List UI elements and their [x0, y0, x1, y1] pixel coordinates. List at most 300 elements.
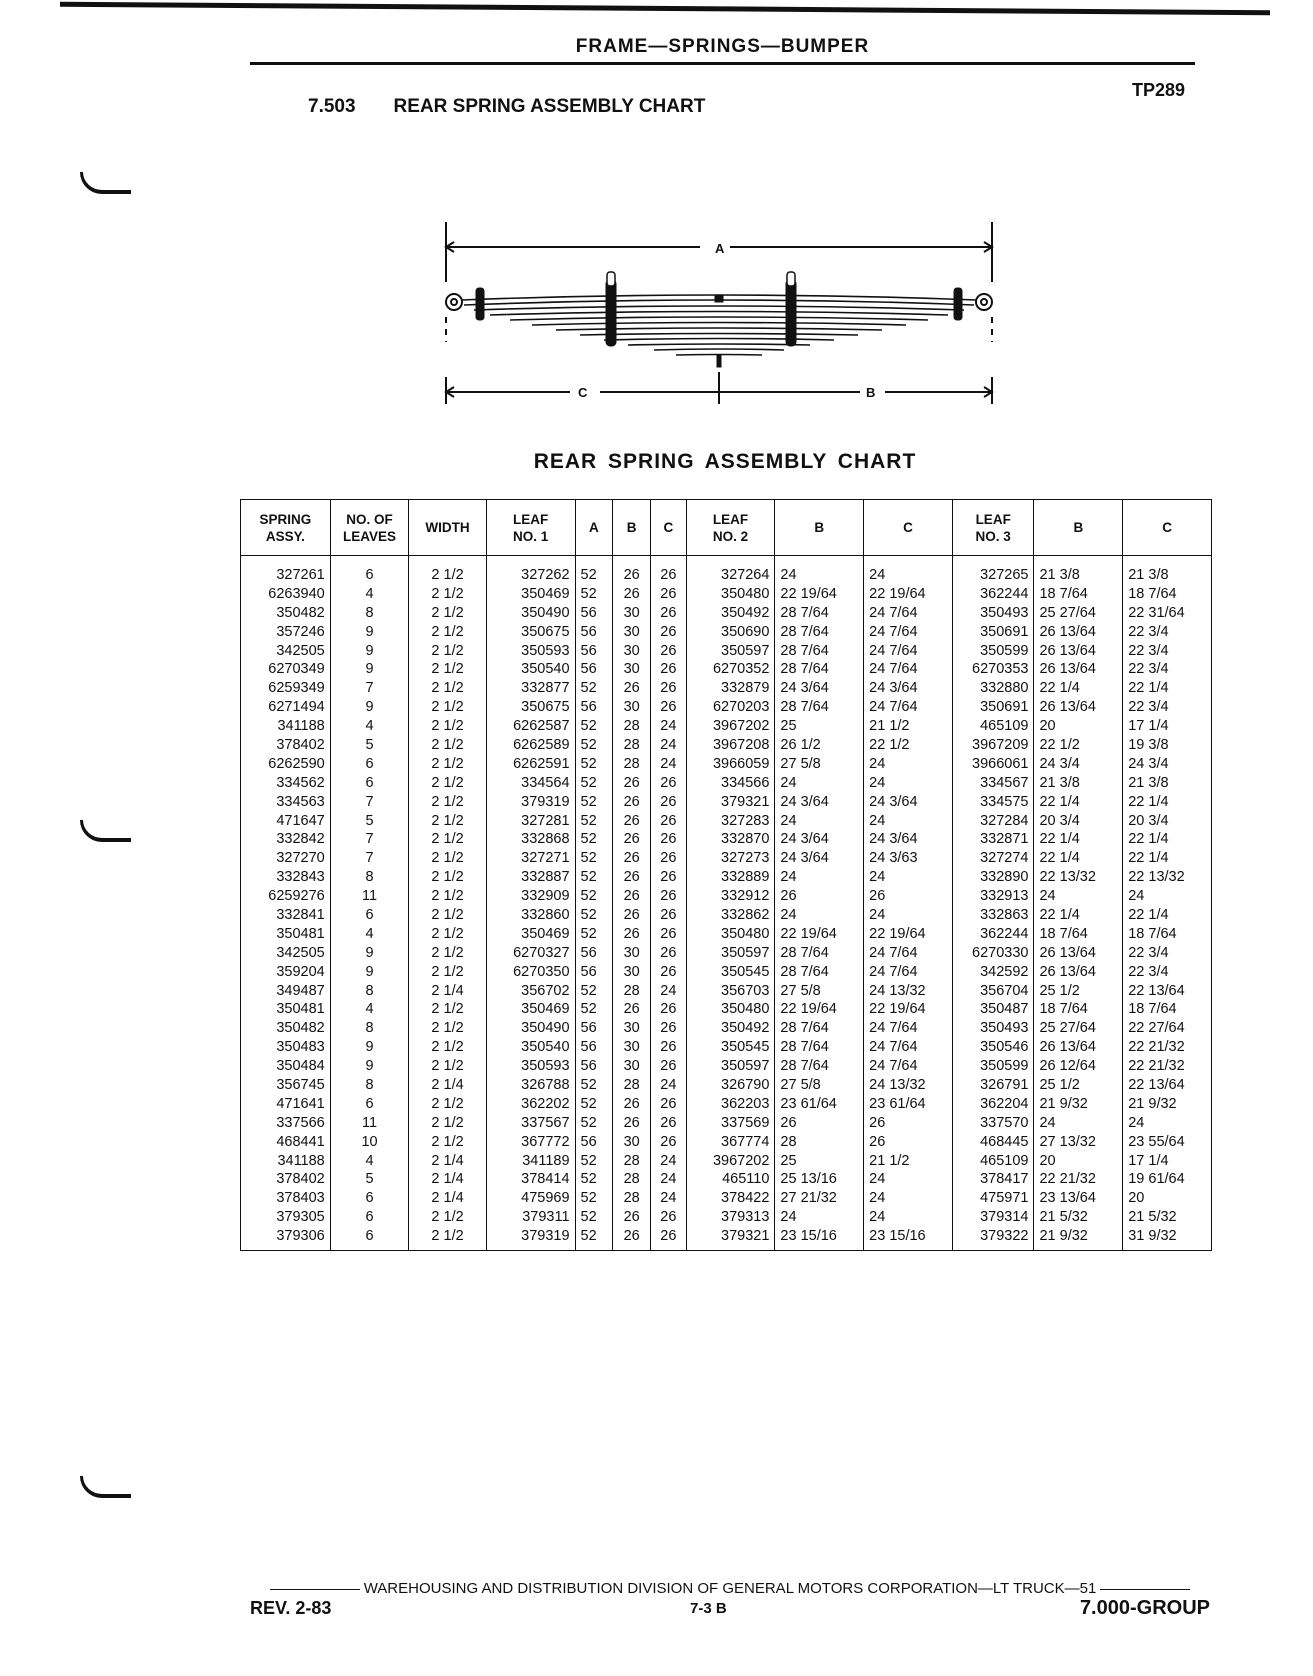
table-cell: 26	[651, 1019, 687, 1038]
chart-title: REAR SPRING ASSEMBLY CHART	[533, 450, 917, 473]
table-cell: 6270349	[241, 660, 331, 679]
table-cell: 26	[651, 1114, 687, 1133]
table-cell: 30	[613, 604, 651, 623]
table-cell: 326790	[686, 1076, 775, 1095]
table-cell: 2 1/2	[409, 556, 487, 585]
table-cell: 26	[651, 604, 687, 623]
table-cell: 21 9/32	[1123, 1095, 1212, 1114]
table-cell: 350469	[486, 1000, 575, 1019]
table-cell: 2 1/4	[409, 982, 487, 1001]
table-cell: 6	[330, 774, 409, 793]
table-cell: 22 13/32	[1123, 868, 1212, 887]
table-cell: 350545	[686, 963, 775, 982]
table-cell: 2 1/2	[409, 944, 487, 963]
table-cell: 3967209	[952, 736, 1034, 755]
table-cell: 52	[575, 774, 613, 793]
table-cell: 350593	[486, 642, 575, 661]
table-cell: 52	[575, 830, 613, 849]
table-cell: 327262	[486, 556, 575, 585]
column-header: C	[651, 500, 687, 556]
table-cell: 24	[1123, 1114, 1212, 1133]
section-number: 7.503	[308, 96, 356, 117]
table-cell: 378402	[241, 736, 331, 755]
table-cell: 2 1/2	[409, 642, 487, 661]
table-cell: 26	[613, 1227, 651, 1250]
table-row	[241, 944, 1212, 963]
table-cell: 27 5/8	[775, 982, 864, 1001]
table-cell: 24	[1034, 887, 1123, 906]
table-cell: 8	[330, 982, 409, 1001]
table-cell: 23 15/16	[864, 1227, 953, 1250]
table-cell: 52	[575, 849, 613, 868]
table-row	[241, 736, 1212, 755]
table-cell: 22 1/4	[1034, 793, 1123, 812]
table-cell: 52	[575, 906, 613, 925]
table-cell: 52	[575, 887, 613, 906]
table-cell: 379306	[241, 1227, 331, 1250]
table-cell: 25 1/2	[1034, 982, 1123, 1001]
table-cell: 334564	[486, 774, 575, 793]
table-cell: 23 13/64	[1034, 1189, 1123, 1208]
table-cell: 24	[864, 774, 953, 793]
section-heading	[308, 96, 705, 118]
table-cell: 26	[613, 849, 651, 868]
table-cell: 334566	[686, 774, 775, 793]
table-cell: 471641	[241, 1095, 331, 1114]
table-cell: 26	[651, 1208, 687, 1227]
table-cell: 23 15/16	[775, 1227, 864, 1250]
table-cell: 26	[864, 1114, 953, 1133]
table-cell: 26	[613, 887, 651, 906]
table-cell: 24	[864, 868, 953, 887]
table-cell: 24	[775, 812, 864, 831]
table-cell: 475969	[486, 1189, 575, 1208]
table-cell: 26	[651, 944, 687, 963]
table-cell: 21 3/8	[1123, 556, 1212, 585]
table-cell: 22 1/2	[1034, 736, 1123, 755]
table-cell: 2 1/2	[409, 755, 487, 774]
table-cell: 350599	[952, 1057, 1034, 1076]
table-cell: 378414	[486, 1171, 575, 1190]
table-cell: 26	[613, 906, 651, 925]
table-cell: 24 3/64	[775, 849, 864, 868]
table-cell: 24	[775, 868, 864, 887]
column-header: C	[1123, 500, 1212, 556]
table-cell: 356702	[486, 982, 575, 1001]
table-cell: 9	[330, 660, 409, 679]
table-cell: 30	[613, 963, 651, 982]
column-header: LEAF NO. 3	[952, 500, 1034, 556]
table-cell: 9	[330, 623, 409, 642]
table-cell: 465109	[952, 717, 1034, 736]
table-cell: 20	[1034, 1152, 1123, 1171]
table-cell: 332870	[686, 830, 775, 849]
table-cell: 2 1/2	[409, 830, 487, 849]
table-cell: 379319	[486, 1227, 575, 1250]
table-cell: 8	[330, 1076, 409, 1095]
table-cell: 30	[613, 1019, 651, 1038]
table-cell: 27 21/32	[775, 1189, 864, 1208]
table-cell: 349487	[241, 982, 331, 1001]
table-cell: 27 5/8	[775, 755, 864, 774]
table-cell: 52	[575, 925, 613, 944]
table-cell: 19 3/8	[1123, 736, 1212, 755]
table-cell: 332841	[241, 906, 331, 925]
table-cell: 327265	[952, 556, 1034, 585]
table-cell: 28 7/64	[775, 623, 864, 642]
table-cell: 4	[330, 585, 409, 604]
table-cell: 24 7/64	[864, 1019, 953, 1038]
table-cell: 28	[613, 717, 651, 736]
table-cell: 26 13/64	[1034, 623, 1123, 642]
table-cell: 22 1/4	[1034, 830, 1123, 849]
table-cell: 22 1/4	[1123, 906, 1212, 925]
table-cell: 471647	[241, 812, 331, 831]
table-cell: 350691	[952, 623, 1034, 642]
table-cell: 28	[613, 982, 651, 1001]
table-cell: 9	[330, 1057, 409, 1076]
table-cell: 367772	[486, 1133, 575, 1152]
table-cell: 18 7/64	[1034, 925, 1123, 944]
table-row	[241, 642, 1212, 661]
table-cell: 22 3/4	[1123, 944, 1212, 963]
table-cell: 25	[775, 1152, 864, 1171]
table-row	[241, 1152, 1212, 1171]
table-cell: 52	[575, 1000, 613, 1019]
table-cell: 350483	[241, 1038, 331, 1057]
table-cell: 350469	[486, 585, 575, 604]
table-cell: 6	[330, 1189, 409, 1208]
table-cell: 24 7/64	[864, 660, 953, 679]
table-cell: 350599	[952, 642, 1034, 661]
table-cell: 9	[330, 642, 409, 661]
table-row	[241, 1095, 1212, 1114]
table-cell: 26 13/64	[1034, 1038, 1123, 1057]
table-cell: 21 9/32	[1034, 1095, 1123, 1114]
table-cell: 6	[330, 1208, 409, 1227]
table-cell: 2 1/4	[409, 1152, 487, 1171]
table-cell: 20	[1034, 717, 1123, 736]
table-cell: 28 7/64	[775, 1057, 864, 1076]
table-cell: 28 7/64	[775, 604, 864, 623]
table-cell: 2 1/2	[409, 585, 487, 604]
table-cell: 25 27/64	[1034, 1019, 1123, 1038]
table-cell: 350593	[486, 1057, 575, 1076]
table-cell: 4	[330, 1152, 409, 1171]
table-cell: 378402	[241, 1171, 331, 1190]
table-cell: 22 3/4	[1123, 698, 1212, 717]
table-cell: 26	[651, 906, 687, 925]
table-cell: 26	[613, 1095, 651, 1114]
table-cell: 5	[330, 812, 409, 831]
column-header: B	[775, 500, 864, 556]
dimension-a-label: A	[715, 241, 725, 256]
table-cell: 30	[613, 1038, 651, 1057]
table-cell: 26	[651, 963, 687, 982]
table-cell: 23 55/64	[1123, 1133, 1212, 1152]
table-cell: 350482	[241, 604, 331, 623]
table-cell: 26	[651, 1133, 687, 1152]
table-cell: 350691	[952, 698, 1034, 717]
table-cell: 28 7/64	[775, 944, 864, 963]
table-cell: 350493	[952, 604, 1034, 623]
table-cell: 24 3/64	[775, 830, 864, 849]
table-cell: 22 19/64	[864, 1000, 953, 1019]
table-cell: 26	[651, 1057, 687, 1076]
table-cell: 26	[775, 887, 864, 906]
table-cell: 26	[613, 793, 651, 812]
column-header: B	[1034, 500, 1123, 556]
table-cell: 20 3/4	[1123, 812, 1212, 831]
table-cell: 56	[575, 1133, 613, 1152]
table-cell: 337570	[952, 1114, 1034, 1133]
table-cell: 7	[330, 830, 409, 849]
table-cell: 24	[775, 556, 864, 585]
table-cell: 56	[575, 1057, 613, 1076]
page-header-title: FRAME—SPRINGS—BUMPER	[575, 36, 870, 57]
table-cell: 6259276	[241, 887, 331, 906]
column-header: LEAF NO. 1	[486, 500, 575, 556]
table-cell: 22 21/32	[1123, 1038, 1212, 1057]
table-cell: 327261	[241, 556, 331, 585]
column-header: LEAF NO. 2	[686, 500, 775, 556]
table-cell: 3966059	[686, 755, 775, 774]
table-cell: 28	[613, 755, 651, 774]
table-cell: 52	[575, 982, 613, 1001]
table-cell: 7	[330, 679, 409, 698]
table-cell: 22 19/64	[775, 585, 864, 604]
footer-division-line	[250, 1580, 1210, 1597]
table-cell: 6270330	[952, 944, 1034, 963]
group-number: 7.000-GROUP	[1079, 1597, 1210, 1619]
table-cell: 22 1/4	[1034, 849, 1123, 868]
table-cell: 52	[575, 1208, 613, 1227]
table-cell: 326791	[952, 1076, 1034, 1095]
table-row	[241, 925, 1212, 944]
table-cell: 2 1/2	[409, 774, 487, 793]
table-cell: 26 13/64	[1034, 698, 1123, 717]
table-cell: 26	[613, 585, 651, 604]
table-cell: 24 7/64	[864, 1057, 953, 1076]
table-cell: 26	[651, 1038, 687, 1057]
table-cell: 26	[651, 774, 687, 793]
table-cell: 24 3/63	[864, 849, 953, 868]
table-cell: 26	[651, 698, 687, 717]
table-cell: 2 1/2	[409, 1227, 487, 1250]
table-cell: 17 1/4	[1123, 1152, 1212, 1171]
table-cell: 327281	[486, 812, 575, 831]
table-cell: 52	[575, 755, 613, 774]
table-cell: 24 3/4	[1034, 755, 1123, 774]
table-cell: 30	[613, 623, 651, 642]
table-cell: 350482	[241, 1019, 331, 1038]
table-cell: 24 7/64	[864, 604, 953, 623]
table-cell: 56	[575, 963, 613, 982]
column-header: C	[864, 500, 953, 556]
table-cell: 22 13/64	[1123, 1076, 1212, 1095]
table-cell: 367774	[686, 1133, 775, 1152]
table-cell: 2 1/4	[409, 1189, 487, 1208]
table-cell: 327271	[486, 849, 575, 868]
table-cell: 332877	[486, 679, 575, 698]
table-cell: 18 7/64	[1123, 1000, 1212, 1019]
table-cell: 2 1/2	[409, 623, 487, 642]
table-cell: 379314	[952, 1208, 1034, 1227]
table-cell: 362203	[686, 1095, 775, 1114]
table-cell: 334575	[952, 793, 1034, 812]
table-row	[241, 1000, 1212, 1019]
table-cell: 350481	[241, 925, 331, 944]
table-cell: 18 7/64	[1034, 585, 1123, 604]
table-cell: 27 13/32	[1034, 1133, 1123, 1152]
table-cell: 56	[575, 660, 613, 679]
table-cell: 30	[613, 642, 651, 661]
table-cell: 379311	[486, 1208, 575, 1227]
table-cell: 334563	[241, 793, 331, 812]
table-cell: 25 27/64	[1034, 604, 1123, 623]
table-cell: 24 3/64	[864, 830, 953, 849]
table-cell: 28 7/64	[775, 642, 864, 661]
table-row	[241, 1114, 1212, 1133]
table-cell: 378417	[952, 1171, 1034, 1190]
table-cell: 26	[651, 793, 687, 812]
table-cell: 332887	[486, 868, 575, 887]
table-cell: 332909	[486, 887, 575, 906]
table-cell: 350597	[686, 1057, 775, 1076]
table-cell: 350545	[686, 1038, 775, 1057]
table-cell: 26	[651, 1000, 687, 1019]
rear-spring-assembly-table	[240, 499, 1212, 1251]
table-cell: 52	[575, 1076, 613, 1095]
table-cell: 350675	[486, 698, 575, 717]
table-cell: 24	[651, 755, 687, 774]
table-cell: 2 1/2	[409, 698, 487, 717]
table-cell: 24 3/64	[864, 679, 953, 698]
table-cell: 327264	[686, 556, 775, 585]
table-cell: 28 7/64	[775, 1038, 864, 1057]
table-cell: 22 19/64	[864, 925, 953, 944]
table-cell: 22 13/64	[1123, 982, 1212, 1001]
table-cell: 465109	[952, 1152, 1034, 1171]
table-cell: 6270350	[486, 963, 575, 982]
table-cell: 337566	[241, 1114, 331, 1133]
table-cell: 6	[330, 556, 409, 585]
table-cell: 2 1/2	[409, 1038, 487, 1057]
table-cell: 52	[575, 717, 613, 736]
table-cell: 26	[613, 1000, 651, 1019]
table-cell: 24 7/64	[864, 623, 953, 642]
table-cell: 350492	[686, 1019, 775, 1038]
table-cell: 350493	[952, 1019, 1034, 1038]
table-row	[241, 679, 1212, 698]
table-cell: 350480	[686, 925, 775, 944]
table-cell: 327274	[952, 849, 1034, 868]
table-cell: 20 3/4	[1034, 812, 1123, 831]
table-cell: 332913	[952, 887, 1034, 906]
table-cell: 356703	[686, 982, 775, 1001]
footer-division-text: WAREHOUSING AND DISTRIBUTION DIVISION OF GENERAL MOTORS CORPORATION—LT TRUCK—51	[363, 1580, 1097, 1597]
table-row	[241, 1171, 1212, 1190]
table-cell: 332863	[952, 906, 1034, 925]
table-cell: 28	[613, 1171, 651, 1190]
table-cell: 332889	[686, 868, 775, 887]
table-cell: 21 9/32	[1034, 1227, 1123, 1250]
table-cell: 2 1/2	[409, 925, 487, 944]
table-row	[241, 887, 1212, 906]
table-cell: 378422	[686, 1189, 775, 1208]
table-cell: 28 7/64	[775, 1019, 864, 1038]
table-cell: 6271494	[241, 698, 331, 717]
table-cell: 5	[330, 736, 409, 755]
table-cell: 2 1/2	[409, 963, 487, 982]
table-row	[241, 604, 1212, 623]
table-cell: 24	[651, 1152, 687, 1171]
table-cell: 341189	[486, 1152, 575, 1171]
table-cell: 56	[575, 1019, 613, 1038]
table-cell: 350540	[486, 1038, 575, 1057]
table-row	[241, 793, 1212, 812]
table-cell: 337569	[686, 1114, 775, 1133]
table-cell: 8	[330, 868, 409, 887]
table-cell: 465110	[686, 1171, 775, 1190]
table-cell: 30	[613, 698, 651, 717]
table-cell: 28	[775, 1133, 864, 1152]
table-row	[241, 1133, 1212, 1152]
table-cell: 6	[330, 755, 409, 774]
table-cell: 2 1/2	[409, 793, 487, 812]
table-cell: 6	[330, 1227, 409, 1250]
table-cell: 21 3/8	[1034, 556, 1123, 585]
table-cell: 341188	[241, 717, 331, 736]
table-cell: 25 1/2	[1034, 1076, 1123, 1095]
table-cell: 6262590	[241, 755, 331, 774]
table-cell: 26	[613, 1208, 651, 1227]
table-cell: 26 13/64	[1034, 963, 1123, 982]
table-cell: 18 7/64	[1034, 1000, 1123, 1019]
table-cell: 26	[613, 1114, 651, 1133]
table-cell: 28	[613, 736, 651, 755]
table-cell: 22 19/64	[775, 1000, 864, 1019]
table-cell: 26	[651, 556, 687, 585]
table-cell: 28 7/64	[775, 963, 864, 982]
table-cell: 2 1/2	[409, 1057, 487, 1076]
table-cell: 24	[864, 1189, 953, 1208]
table-cell: 30	[613, 1057, 651, 1076]
table-cell: 22 3/4	[1123, 642, 1212, 661]
table-cell: 26	[651, 1095, 687, 1114]
table-cell: 25	[775, 717, 864, 736]
table-cell: 26	[651, 679, 687, 698]
table-cell: 379322	[952, 1227, 1034, 1250]
table-cell: 22 1/4	[1034, 679, 1123, 698]
binder-hole-mark	[80, 820, 131, 842]
table-row	[241, 698, 1212, 717]
table-cell: 24	[651, 982, 687, 1001]
table-cell: 350469	[486, 925, 575, 944]
table-cell: 52	[575, 1189, 613, 1208]
table-cell: 28 7/64	[775, 698, 864, 717]
table-cell: 22 13/32	[1034, 868, 1123, 887]
table-cell: 26	[613, 812, 651, 831]
table-cell: 21 3/8	[1123, 774, 1212, 793]
table-cell: 2 1/2	[409, 1095, 487, 1114]
table-cell: 468441	[241, 1133, 331, 1152]
table-cell: 24	[651, 1076, 687, 1095]
table-cell: 22 1/2	[864, 736, 953, 755]
column-header: SPRING ASSY.	[241, 500, 331, 556]
table-cell: 22 1/4	[1034, 906, 1123, 925]
table-cell: 18 7/64	[1123, 585, 1212, 604]
